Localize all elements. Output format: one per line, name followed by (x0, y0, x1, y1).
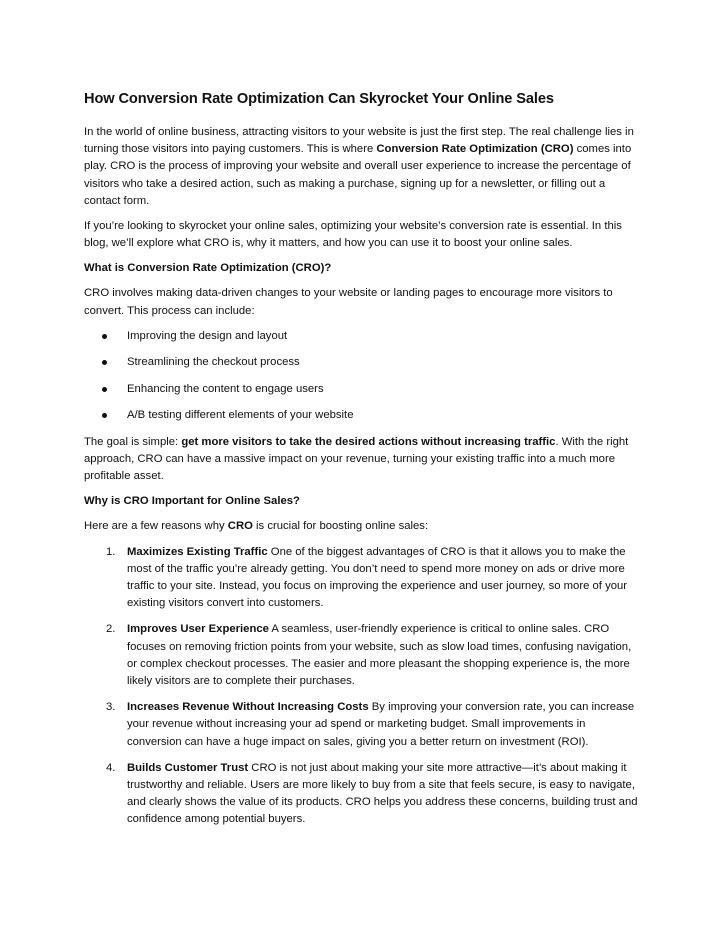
reason-item (84, 544, 640, 613)
reason-title: Improves User Experience (127, 623, 269, 636)
article-body (84, 90, 640, 838)
list-item-text: Improving the design and layout (127, 329, 288, 342)
section2-intro-post: is crucial for boosting online sales: (252, 520, 429, 533)
goal-text-pre: The goal is simple: (84, 435, 182, 448)
section-heading-why-cro: Why is CRO Important for Online Sales? (84, 495, 300, 508)
list-item (84, 328, 640, 345)
intro1-text-pre: In the world of online business, attracting visitors to your website is just the first step. The real challenge lies in turning those visitors into paying customers. This is where (84, 126, 634, 156)
reason-number: 4. (106, 761, 116, 774)
list-item-text: Streamlining the checkout process (127, 356, 300, 369)
section2-intro-paragraph (84, 518, 640, 535)
intro1-bold-term: Conversion Rate Optimization (CRO) (376, 143, 574, 156)
reason-title: Maximizes Existing Traffic (127, 545, 268, 558)
goal-bold-text: get more visitors to take the desired actions without increasing traffic (181, 435, 556, 448)
article-title: How Conversion Rate Optimization Can Skyrocket Your Online Sales (84, 91, 554, 107)
reason-text: CRO is not just about making your site more attractive—it’s about making it trustworthy and reliable. Users are more likely to buy from a site that feels secure, is easy to navigate, and clearly shows the value of its products. CRO helps you address these concerns, building trust and confidence among potential buyers. (127, 761, 638, 826)
reason-item (84, 760, 640, 829)
reasons-list (84, 544, 640, 829)
reason-item (84, 621, 640, 690)
section1-paragraph: CRO involves making data-driven changes to your website or landing pages to encourage more visitors to convert. This process can include: (84, 287, 613, 317)
reason-text: By improving your conversion rate, you can increase your revenue without increasing your ad spend or marketing budget. Small improvements in conversion can have a huge impact on sales, giving you a better return on investment (ROI). (127, 701, 635, 748)
cro-process-list (84, 328, 640, 425)
reason-number: 3. (106, 701, 116, 714)
list-item-text: A/B testing different elements of your website (127, 409, 354, 422)
reason-number: 2. (106, 623, 116, 636)
reason-text: A seamless, user-friendly experience is critical to online sales. CRO focuses on removing friction points from your website, such as slow load times, confusing navigation, or complex checkout processes. The easier and more pleasant the shopping experience is, the more likely visitors are to complete their purchases. (127, 623, 632, 688)
reason-item (84, 699, 640, 751)
reason-title: Increases Revenue Without Increasing Costs (127, 701, 369, 714)
intro-paragraph-2: If you’re looking to skyrocket your online sales, optimizing your website’s conversion rate is essential. In this blog, we’ll explore what CRO is, why it matters, and how you can use it to boost your online sales. (84, 220, 622, 250)
bullet-icon (102, 334, 107, 339)
goal-paragraph (84, 434, 640, 486)
list-item (84, 381, 640, 398)
section-heading-what-is-cro: What is Conversion Rate Optimization (CRO)? (84, 262, 332, 275)
reason-number: 1. (106, 545, 116, 558)
section2-intro-bold: CRO (227, 520, 253, 533)
reason-text: One of the biggest advantages of CRO is that it allows you to make the most of the traffic you’re already getting. You don’t need to spend more money on ads or drive more traffic to your site. Instead, you focus on improving the experience and user journey, so more of your existing visitors convert into customers. (127, 545, 628, 610)
bullet-icon (102, 413, 107, 418)
intro-paragraph-1 (84, 124, 640, 210)
section2-intro-pre: Here are a few reasons why (84, 520, 228, 533)
bullet-icon (102, 387, 107, 392)
list-item-text: Enhancing the content to engage users (127, 382, 324, 395)
intro1-text-post: comes into play. CRO is the process of improving your website and overall user experience to increase the percentage of visitors who take a desired action, such as making a purchase, signing up for a newsletter, or filling out a contact form. (84, 143, 632, 207)
list-item (84, 407, 640, 424)
goal-text-post: . With the right approach, CRO can have a massive impact on your revenue, turning your existing traffic into a much more profitable asset. (84, 435, 629, 483)
bullet-icon (102, 360, 107, 365)
list-item (84, 354, 640, 371)
reason-title: Builds Customer Trust (127, 761, 249, 774)
